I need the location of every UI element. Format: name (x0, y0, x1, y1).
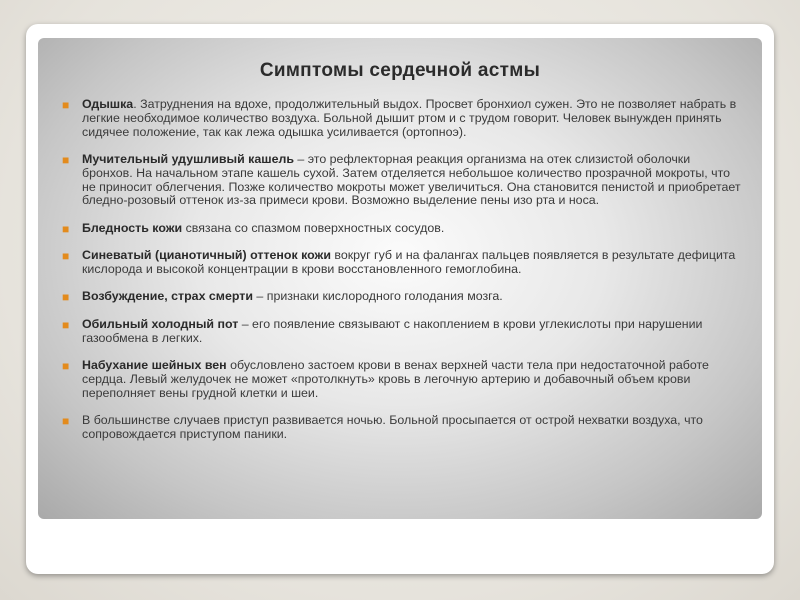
content-panel (38, 38, 762, 519)
slide-title: Симптомы сердечной астмы (259, 60, 541, 81)
list-item (62, 357, 742, 400)
item-term: Синеватый (цианотичный) оттенок кожи (82, 248, 331, 263)
symptom-list (62, 97, 742, 455)
item-text: связана со спазмом поверхностных сосудов. (182, 220, 445, 235)
orange-bullet-icon: ■ (62, 249, 70, 264)
orange-bullet-icon: ■ (62, 358, 70, 373)
item-text: обусловлено застоем крови в венах верхней части тела при недостаточной работе сердца. Левый желудочек не может «протолкнуть» кровь в легочную артерию и добавочный объем крови переполняет вены грудной клетки и шеи. (82, 357, 709, 400)
list-item (62, 97, 742, 139)
orange-bullet-icon: ■ (62, 413, 70, 428)
list-item (62, 412, 742, 442)
list-item (62, 151, 742, 208)
item-text: В большинстве случаев приступ развивается ночью. Больной просыпается от острой нехватки воздуха, что сопровождается приступом паники. (82, 412, 703, 441)
item-text: – признаки кислородного голодания мозга. (252, 289, 503, 304)
item-text: . Затруднения на вдохе, продолжительный выдох. Просвет бронхиол сужен. Это не позволяет набрать в легкие необходимое количество воздуха. Больной дышит ртом и с трудом говорит. Человек вынужден принять сидячее положение, так как лежа одышка усиливается (ортопноэ). (82, 97, 737, 139)
item-text: – его появление связывают с накоплением в крови углекислоты при нарушении газообмена в легких. (82, 316, 703, 345)
item-term: Одышка (82, 97, 134, 111)
item-text: вокруг губ и на фалангах пальцев появляется в результате дефицита кислорода и высокой концентрации в крови восстановленного гемоглобина. (82, 248, 736, 276)
list-item (62, 220, 742, 236)
item-term: Набухание шейных вен (82, 357, 227, 372)
orange-bullet-icon: ■ (62, 98, 70, 112)
list-item (62, 248, 742, 277)
orange-bullet-icon: ■ (62, 290, 70, 305)
item-term: Бледность кожи (82, 220, 183, 235)
orange-bullet-icon: ■ (62, 152, 70, 167)
orange-bullet-icon: ■ (62, 221, 70, 236)
list-item (62, 289, 742, 305)
item-text: – это рефлекторная реакция организма на отек слизистой оболочки бронхов. На начальном этапе кашель сухой. Затем отделяется небольшое количество прозрачной мокроты, что не приносит облегчения. Позже количество мокроты может увеличиться. Она становится пенистой и приобретает бледно-розовый оттенок из-за примеси крови. Возможно выделение пены изо рта и носа. (82, 151, 741, 208)
orange-bullet-icon: ■ (62, 317, 70, 332)
list-item (62, 316, 742, 346)
item-term: Мучительный удушливый кашель (82, 151, 294, 166)
item-term: Обильный холодный пот (82, 316, 239, 331)
item-term: Возбуждение, страх смерти (82, 289, 253, 304)
